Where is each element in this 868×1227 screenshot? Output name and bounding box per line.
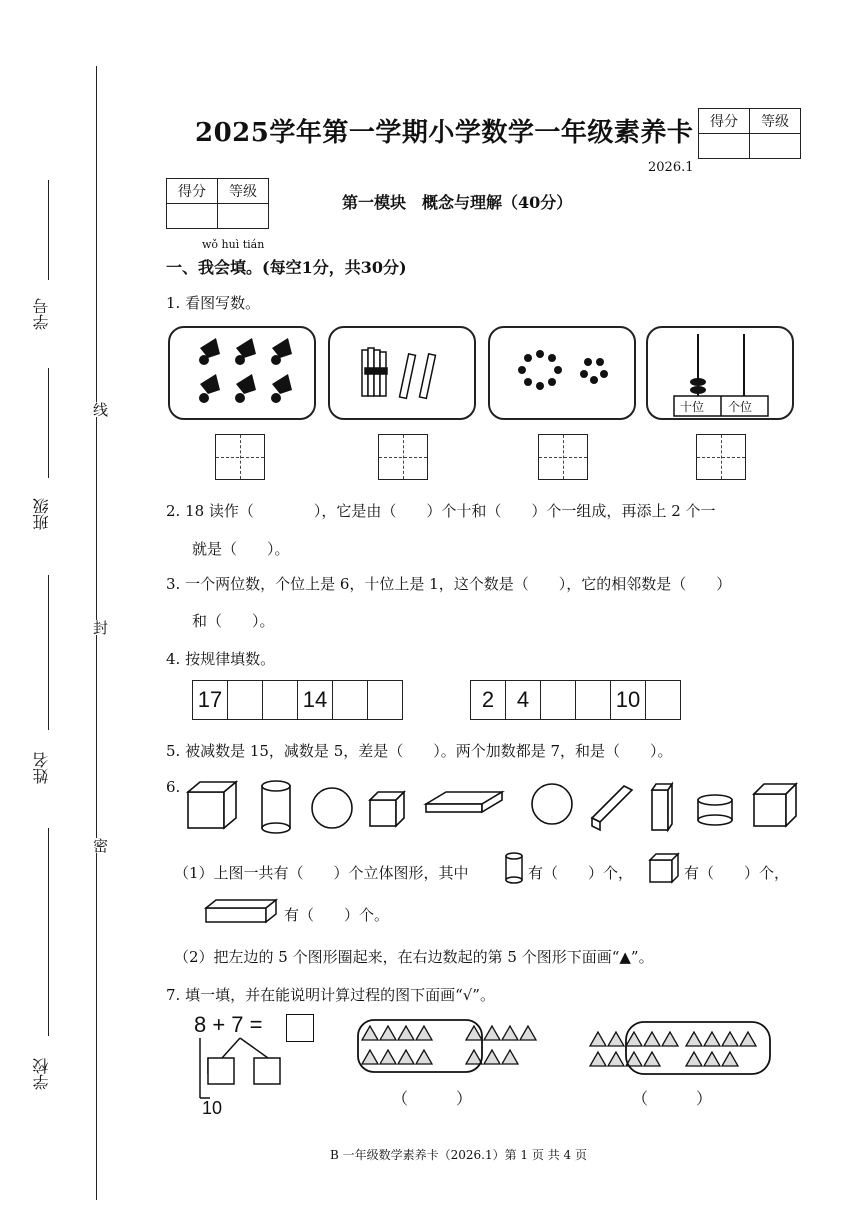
q6-sub1-a: （1）上图一共有（ ）个立体图形，其中: [174, 864, 469, 882]
cylinder-icon: [504, 852, 524, 884]
pinyin: wǒ huì tián: [202, 238, 265, 251]
seq-cell[interactable]: [263, 681, 298, 719]
answer-paren-1[interactable]: （ ）: [392, 1089, 473, 1108]
seq-cell[interactable]: [646, 681, 680, 719]
answer-grid-1[interactable]: [215, 434, 265, 480]
answer-grid-4[interactable]: [696, 434, 746, 480]
blank-line-id: [48, 180, 49, 280]
q6-sub2: （2）把左边的 5 个图形圈起来，在右边数起的第 5 个图形下面画“▲”。: [174, 948, 654, 966]
picture-box-flowers: [488, 326, 636, 420]
ten-label: 10: [202, 1098, 223, 1118]
sequence-1: [192, 680, 403, 720]
seq-cell[interactable]: [541, 681, 576, 719]
seq-cell: 10: [611, 681, 646, 719]
q2-line1: 2. 18 读作（ ），它是由（ ）个十和（ ）个一组成，再添上 2 个一: [166, 502, 716, 520]
seq-cell[interactable]: [576, 681, 611, 719]
q6-sub1-c: 有（ ）个，: [684, 864, 790, 882]
seq-cell: 4: [506, 681, 541, 719]
q3-line2: 和（ ）。: [192, 612, 275, 630]
score-header: 得分: [699, 109, 750, 134]
page-title: 2025学年第一学期小学数学一年级素养卡: [195, 118, 694, 148]
grade-header: 等级: [750, 109, 801, 134]
blank-line-school: [48, 828, 49, 1036]
q6-sub1-d: 有（ ）个。: [284, 906, 390, 924]
seq-cell[interactable]: [333, 681, 368, 719]
stick-bundle-icon: [330, 328, 474, 418]
answer-paren-2[interactable]: （ ）: [632, 1089, 713, 1108]
equation: 8 + 7 =: [194, 1012, 263, 1037]
shuttlecock-icons: [170, 328, 314, 418]
blank-line-class: [48, 368, 49, 478]
picture-box-abacus: [646, 326, 794, 420]
q7-text: 7. 填一填，并在能说明计算过程的图下面画“√”。: [166, 986, 495, 1004]
grade-cell[interactable]: [218, 204, 269, 229]
module-title: 第一模块 概念与理解（40分）: [342, 193, 573, 212]
label-student-id: 学号: [32, 298, 51, 330]
picture-box-shuttlecocks: [168, 326, 316, 420]
answer-grid-3[interactable]: [538, 434, 588, 480]
binding-word-close: 密: [91, 838, 109, 853]
seq-cell[interactable]: [368, 681, 402, 719]
section-title: 一、我会填。(每空1分，共30分): [166, 258, 407, 277]
sequence-2: [470, 680, 681, 720]
flower-dots-icon: [490, 328, 634, 418]
cube-icon: [648, 852, 680, 884]
triangle-group-2: [586, 1018, 786, 1080]
solid-shapes-row: [180, 776, 800, 836]
score-header: 得分: [167, 179, 218, 204]
score-cell[interactable]: [167, 204, 218, 229]
seq-cell[interactable]: [228, 681, 263, 719]
grade-cell[interactable]: [750, 134, 801, 159]
binding-word-line: 线: [91, 402, 109, 417]
q2-line2: 就是（ ）。: [192, 540, 290, 558]
label-class: 班级: [32, 498, 51, 530]
abacus-label-tens: 十位: [680, 400, 705, 414]
q6-number: 6.: [166, 778, 181, 796]
q1-text: 1. 看图写数。: [166, 294, 261, 312]
triangle-group-1: [356, 1018, 556, 1080]
q5-text: 5. 被减数是 15，减数是 5，差是（ ）。两个加数都是 7，和是（ ）。: [166, 742, 673, 760]
binding-word-seal: 封: [91, 620, 109, 635]
score-table-module: [166, 178, 269, 229]
seq-cell: 17: [193, 681, 228, 719]
label-name: 姓名: [32, 752, 51, 784]
picture-box-sticks: [328, 326, 476, 420]
blank-line-name: [48, 575, 49, 730]
q4-text: 4. 按规律填数。: [166, 650, 276, 668]
score-table-top: [698, 108, 801, 159]
split-diagram: [196, 1036, 296, 1106]
date: 2026.1: [648, 160, 694, 175]
abacus-icon: [648, 328, 792, 418]
seq-cell: 14: [298, 681, 333, 719]
answer-grid-2[interactable]: [378, 434, 428, 480]
seq-cell: 2: [471, 681, 506, 719]
abacus-label-ones: 个位: [728, 400, 753, 414]
grade-header: 等级: [218, 179, 269, 204]
page-footer: B 一年级数学素养卡（2026.1）第 1 页 共 4 页: [330, 1148, 587, 1162]
score-cell[interactable]: [699, 134, 750, 159]
q6-sub1-b: 有（ ）个，: [528, 864, 634, 882]
cuboid-icon: [204, 898, 280, 926]
label-school: 学校: [32, 1058, 51, 1090]
q3-line1: 3. 一个两位数，个位上是 6，十位上是 1，这个数是（ ），它的相邻数是（ ）: [166, 575, 732, 593]
